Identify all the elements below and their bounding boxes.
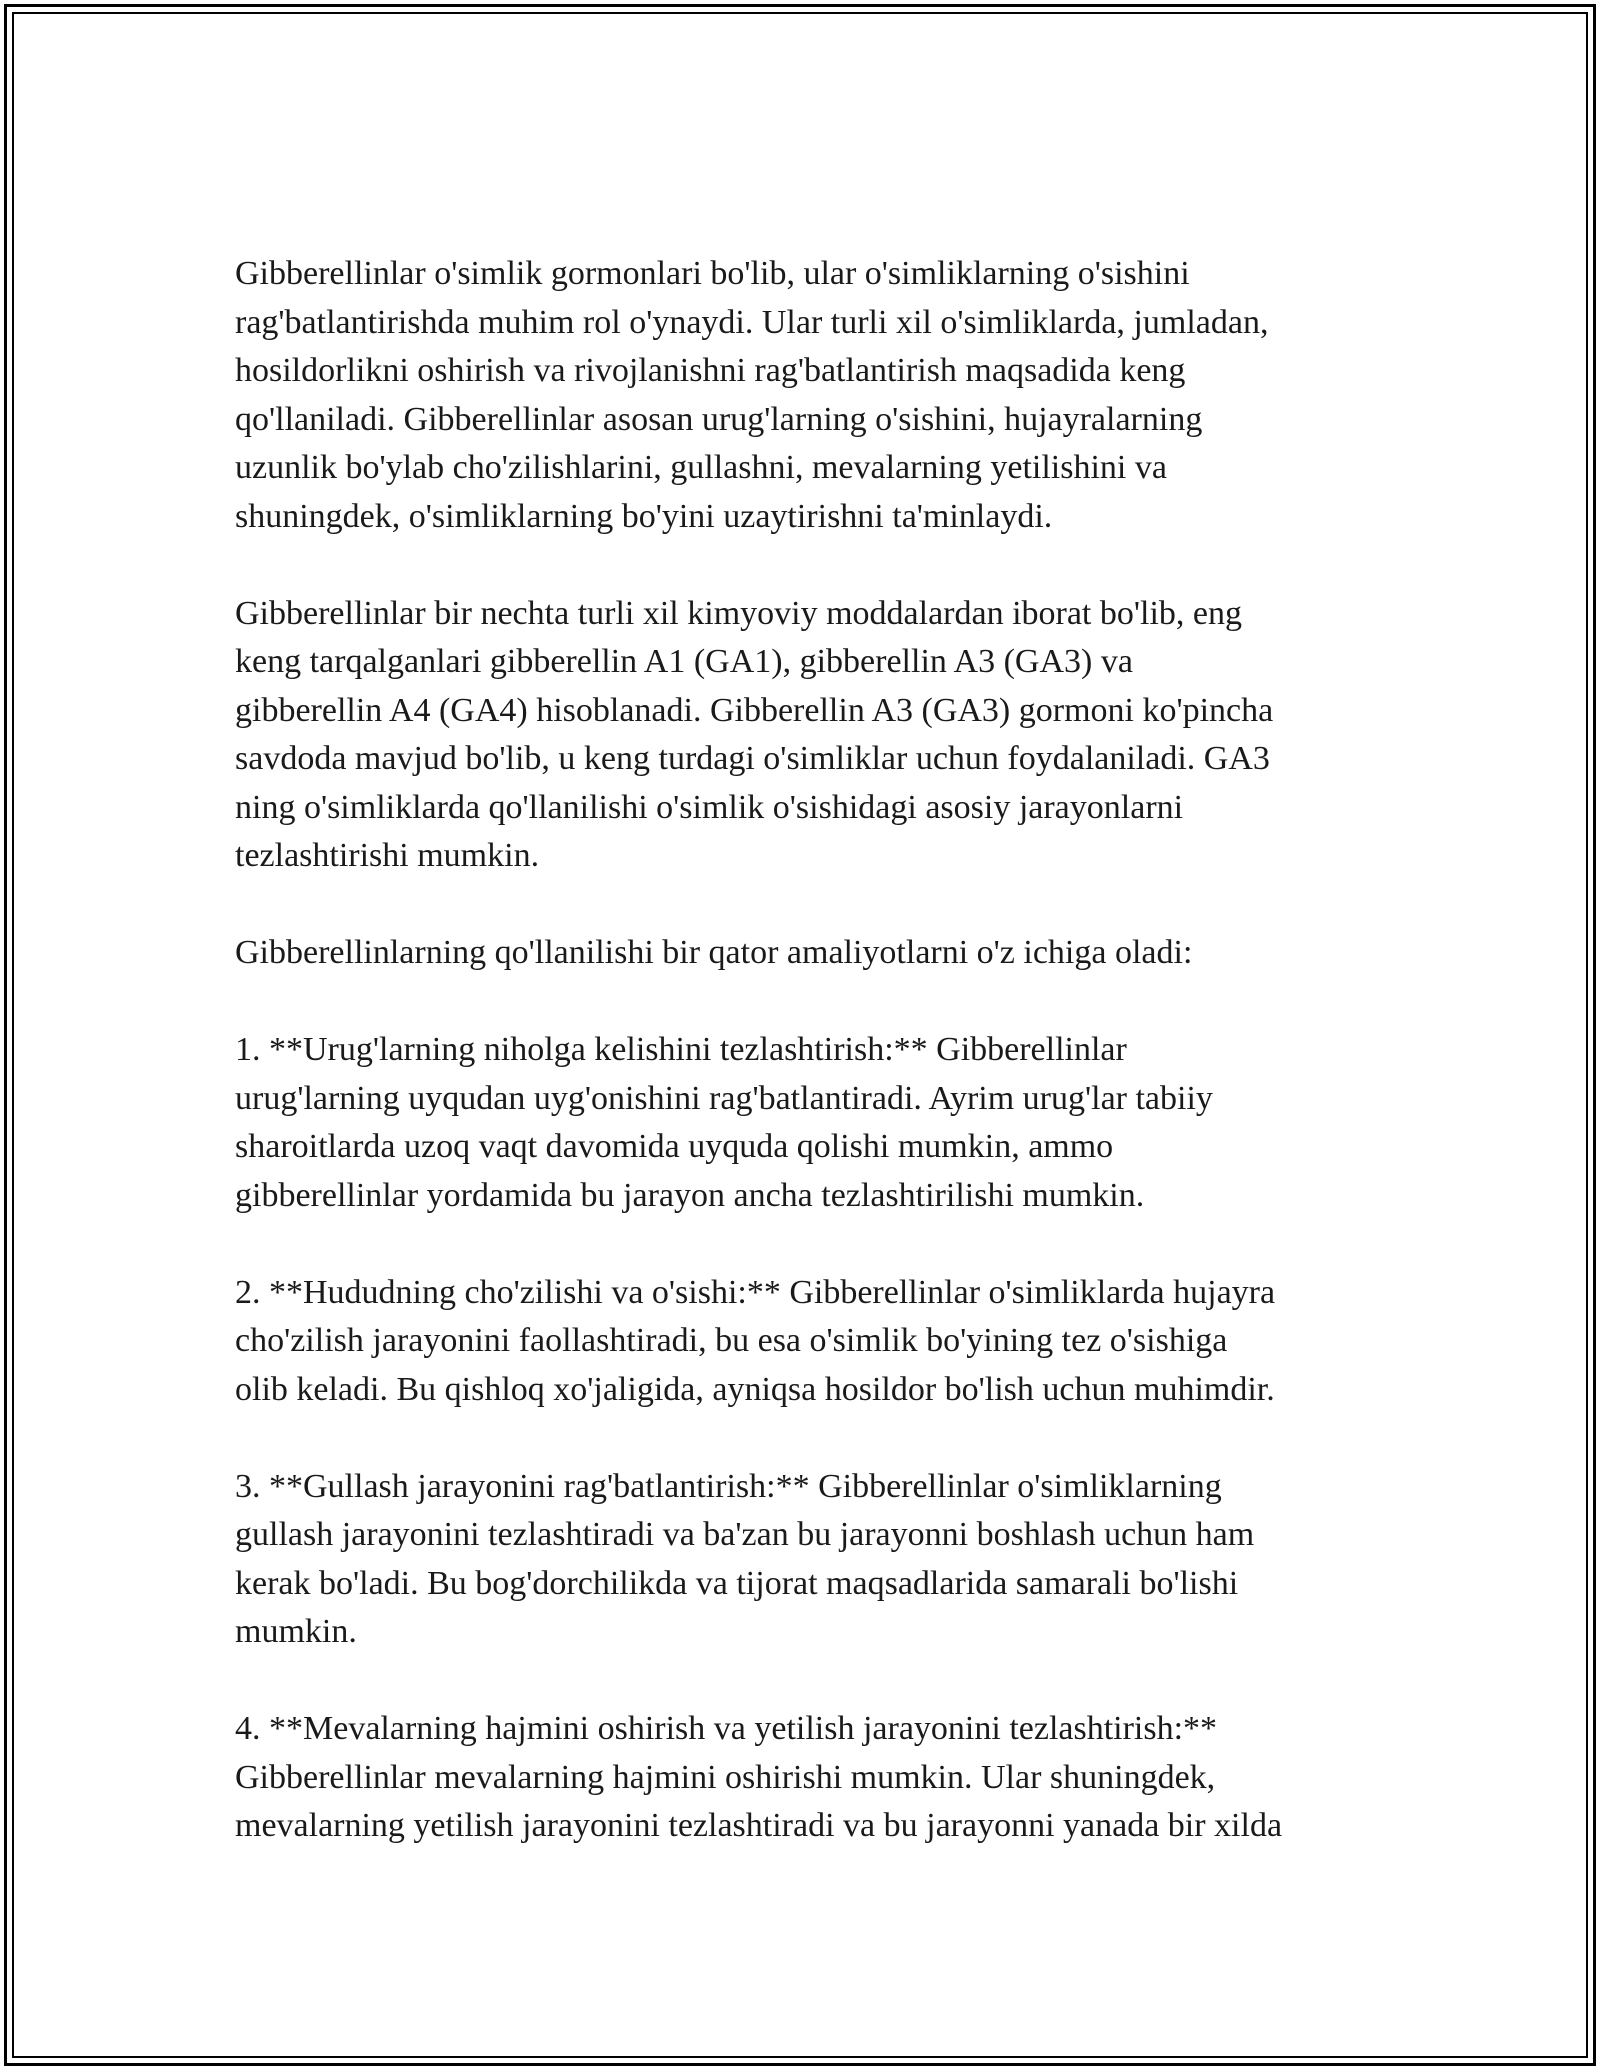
list-item-fruit-size: 4. **Mevalarning hajmini oshirish va yetilish jarayonini tezlashtirish:** Gibberellinlar mevalarning hajmini oshirishi mumkin. Ular shuningdek, mevalarning yetilish jarayonini tezlashtiradi va bu jarayonni yanada bir xilda <box>235 1710 1283 1844</box>
document-body <box>235 250 1370 1899</box>
paragraph-types: Gibberellinlar bir nechta turli xil kimyoviy moddalardan iborat bo'lib, eng keng tarqalganlari gibberellin A1 (GA1), gibberellin A3 (GA3) va gibberellin A4 (GA4) hisoblanadi. Gibberellin A3 (GA3) gormoni ko'pincha savdoda mavjud bo'lib, u keng turdagi o'simliklar uchun foydalaniladi. GA3 ning o'simliklarda qo'llanilishi o'simlik o'sishidagi asosiy jarayonlarni tezlashtirishi mumkin. <box>235 594 1274 874</box>
paragraph-applications-lead: Gibberellinlarning qo'llanilishi bir qator amaliyotlarni o'z ichiga oladi: <box>235 934 1193 971</box>
list-item-stem-elongation: 2. **Hududning cho'zilishi va o'sishi:** Gibberellinlar o'simliklarda hujayra cho'zilish jarayonini faollashtiradi, bu esa o'simlik bo'yining tez o'sishiga olib keladi. Bu qishloq xo'jaligida, ayniqsa hosildor bo'lish uchun muhimdir. <box>235 1273 1276 1408</box>
paragraph-intro: Gibberellinlar o'simlik gormonlari bo'lib, ular o'simliklarning o'sishini rag'batlantirishda muhim rol o'ynaydi. Ular turli xil o'simliklarda, jumladan, hosildorlikni oshirish va rivojlanishni rag'batlantirish maqsadida keng qo'llaniladi. Gibberellinlar asosan urug'larning o'sishini, hujayralarning uzunlik bo'ylab cho'zilishlarini, gullashni, mevalarning yetilishini va shuningdek, o'simliklarning bo'yini uzaytirishni ta'minlaydi. <box>235 255 1269 535</box>
list-item-flowering: 3. **Gullash jarayonini rag'batlantirish:** Gibberellinlar o'simliklarning gullash jarayonini tezlashtiradi va ba'zan bu jarayonni boshlash uchun ham kerak bo'ladi. Bu bog'dorchilikda va tijorat maqsadlarida samarali bo'lishi mumkin. <box>235 1467 1255 1650</box>
list-item-seed-germination: 1. **Urug'larning niholga kelishini tezlashtirish:** Gibberellinlar urug'larning uyqudan uyg'onishini rag'batlantiradi. Ayrim urug'lar tabiiy sharoitlarda uzoq vaqt davomida uyquda qolishi mumkin, ammo gibberellinlar yordamida bu jarayon ancha tezlashtirilishi mumkin. <box>235 1031 1213 1214</box>
